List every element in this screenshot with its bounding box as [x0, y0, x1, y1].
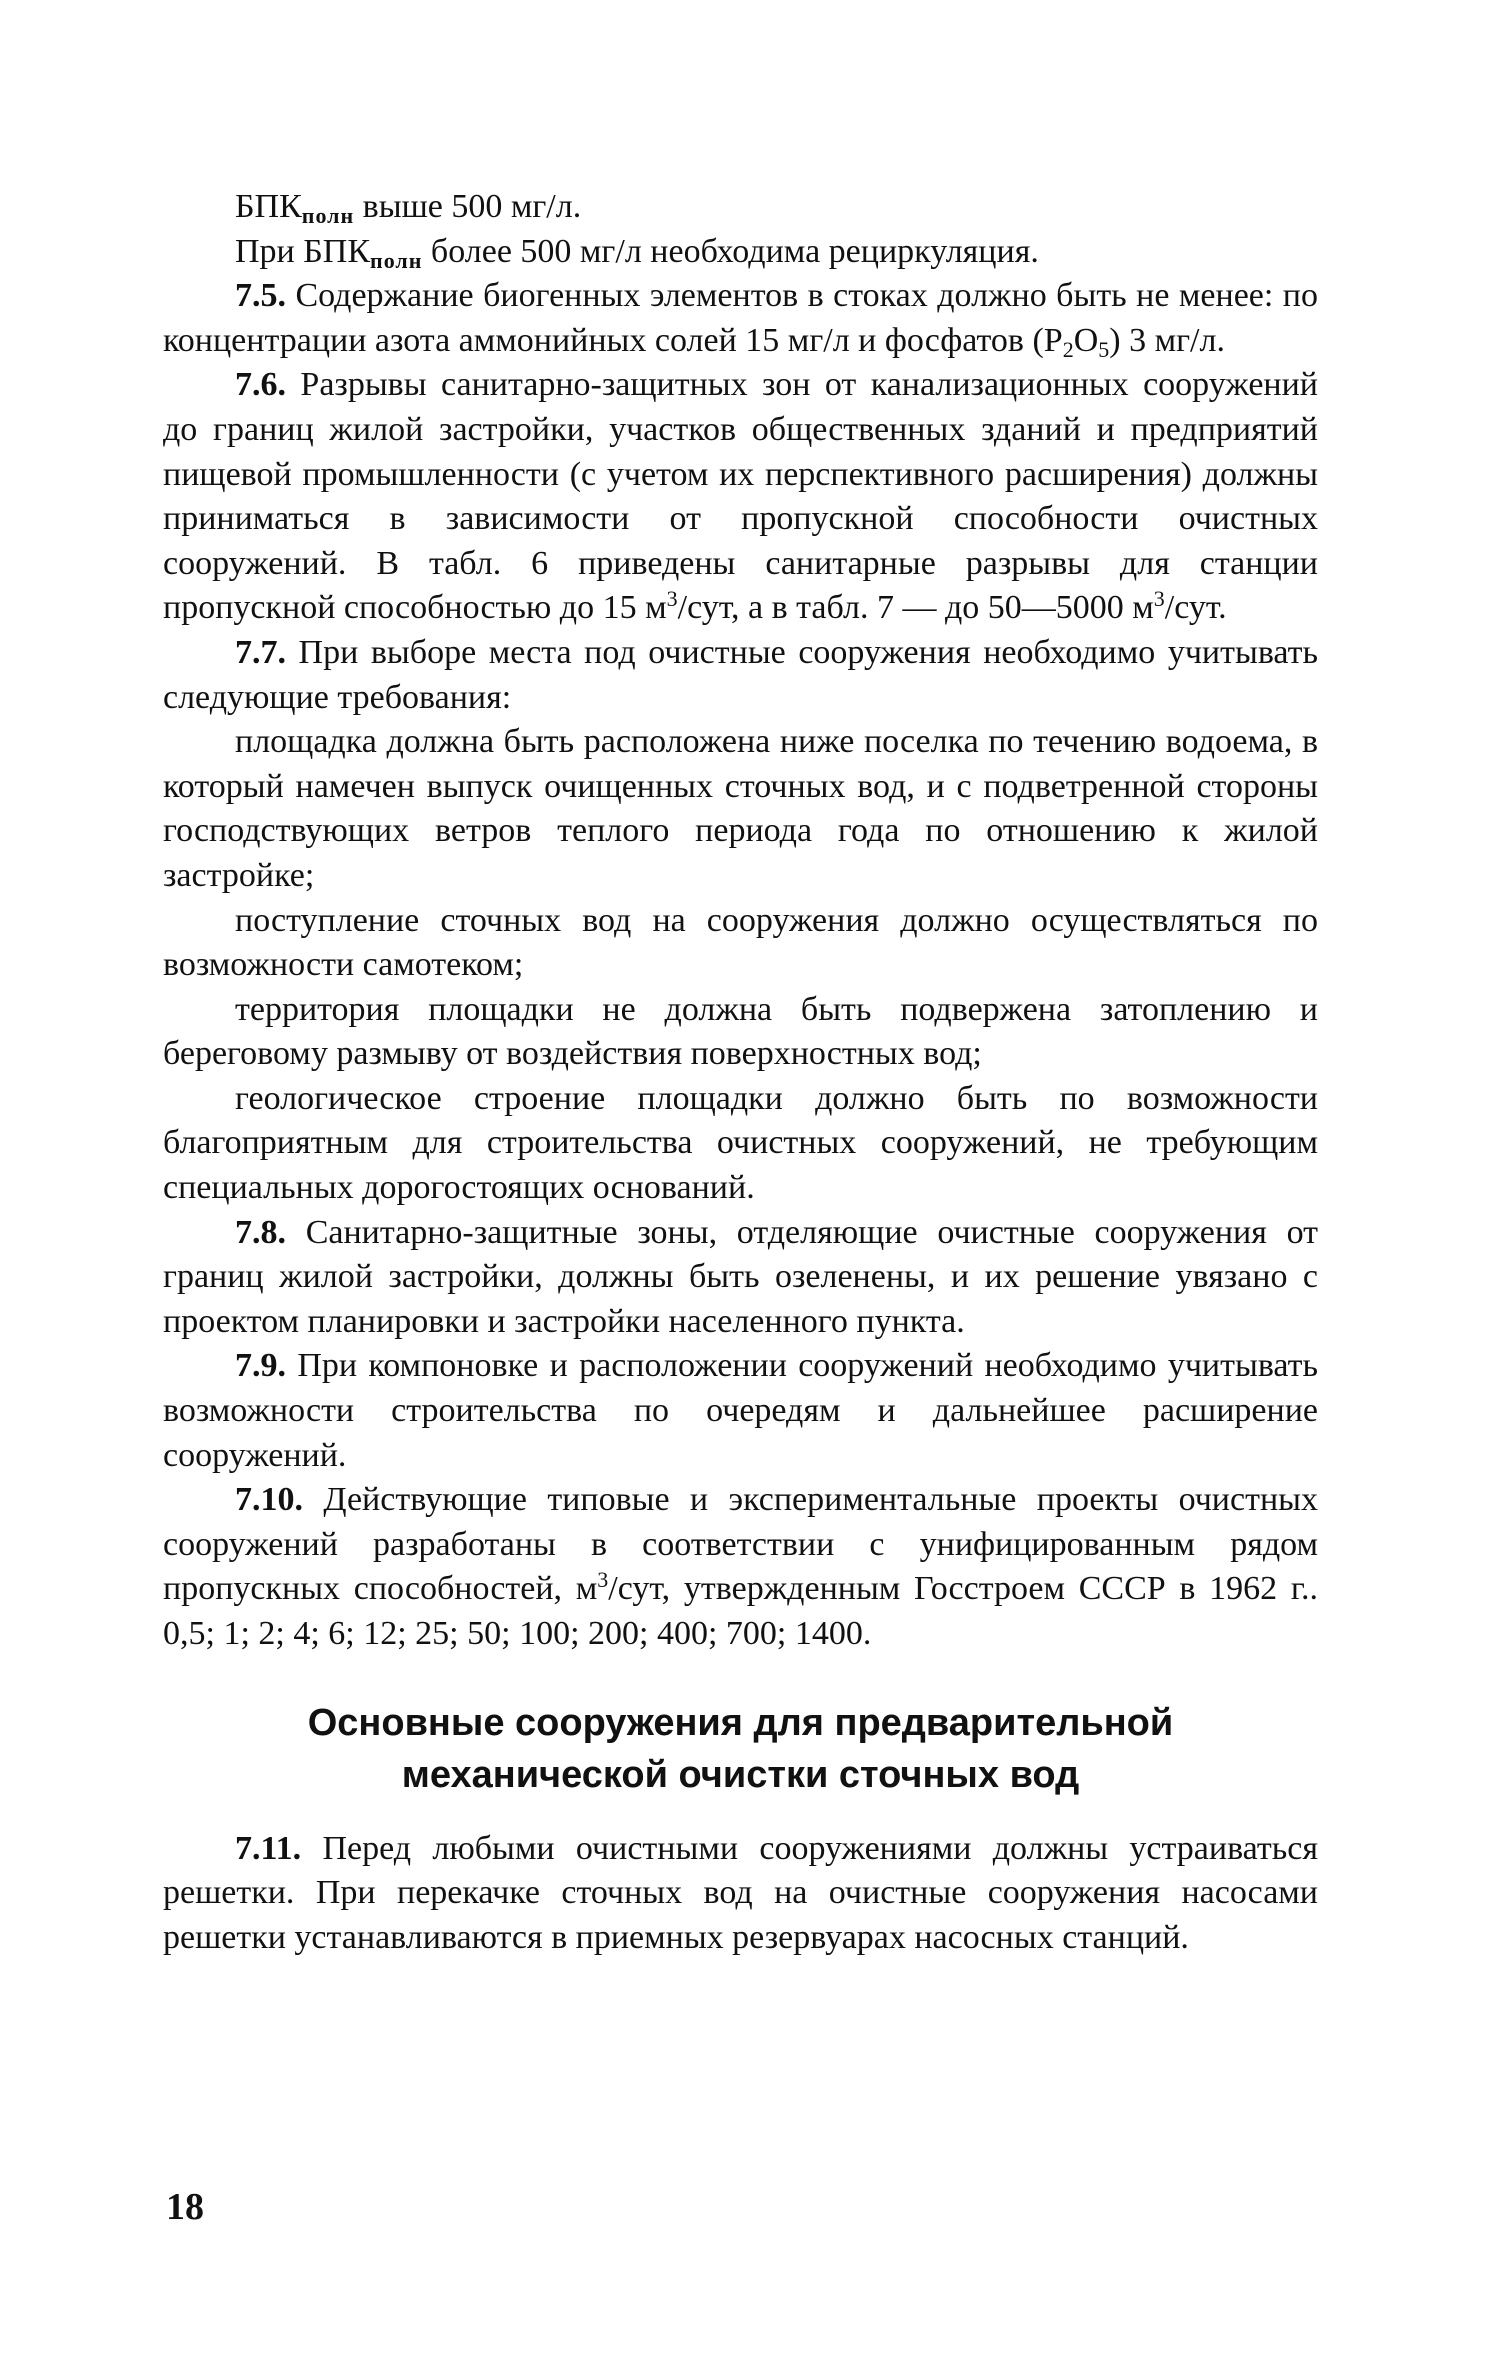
- paragraph-number: 7.7.: [235, 633, 286, 671]
- page-body: [163, 185, 1318, 1960]
- paragraph-text: При компоновке и расположении сооружений необходимо учитывать возможности строительства по очередям и дальнейшее расширение сооружений.: [163, 1347, 1318, 1474]
- paragraph-text: /сут, а в табл. 7 — до 50—5000 м: [677, 589, 1154, 627]
- superscript: 3: [1153, 586, 1165, 612]
- paragraph-number: 7.5.: [235, 277, 286, 315]
- paragraph-7-7: [163, 631, 1318, 720]
- page-number: 18: [166, 2186, 204, 2228]
- bpk-subscript: полн: [301, 203, 355, 228]
- paragraph-7-11: [163, 1827, 1318, 1961]
- intro-line2-text: При БПК: [235, 232, 371, 270]
- paragraph-text: /сут, утвержденным Госстроем СССР в 1962 г.. 0,5; 1; 2; 4; 6; 12; 25; 50; 100; 200; 400; 700; 1400.: [163, 1570, 1318, 1652]
- paragraph-text: Содержание биогенных элементов в стоках должно быть не менее: по концентрации азота аммонийных солей 15 мг/л и фосфатов (P: [163, 277, 1318, 359]
- requirement-item: геологическое строение площадки должно быть по возможности благоприятным для строительства очистных сооружений, не требующим специальных дорогостоящих оснований.: [163, 1079, 1318, 1207]
- intro-line2-rest: более 500 мг/л необходима рециркуляция.: [422, 232, 1039, 270]
- intro-line1-text: БПК: [235, 188, 302, 225]
- paragraph-7-10: [163, 1478, 1318, 1656]
- paragraph-text: /сут.: [1164, 589, 1227, 627]
- subscript: 5: [1098, 336, 1110, 362]
- paragraph-text: O: [1073, 321, 1099, 359]
- section-heading: [163, 1697, 1318, 1801]
- paragraph-text: ) 3 мг/л.: [1109, 321, 1225, 359]
- intro-line1-rest: выше 500 мг/л.: [354, 188, 582, 225]
- paragraph-text: Действующие типовые и экспериментальные проекты очистных сооружений разработаны в соответствии с унифицированным рядом пропускных способностей, м: [163, 1481, 1318, 1608]
- requirement-item: площадка должна быть расположена ниже поселка по течению водоема, в который намечен выпуск очищенных сточных вод, и с подветренной стороны господствующих ветров теплого периода года по отношению к жилой застройке;: [163, 723, 1318, 894]
- paragraph-number: 7.9.: [235, 1347, 286, 1385]
- paragraph-number: 7.10.: [235, 1481, 303, 1519]
- requirement-item: территория площадки не должна быть подвержена затоплению и береговому размыву от воздействия поверхностных вод;: [163, 990, 1318, 1073]
- paragraph-number: 7.11.: [235, 1829, 302, 1867]
- intro-line-2: [163, 230, 1318, 275]
- paragraph-text: Санитарно-защитные зоны, отделяющие очистные сооружения от границ жилой застройки, должны быть озеленены, и их решение увязано с проектом планировки и застройки населенного пункта.: [163, 1213, 1318, 1340]
- paragraph-text: Разрывы санитарно-защитных зон от канализационных сооружений до границ жилой застройки, участков общественных зданий и предприятий пищевой промышленности (с учетом их перспективного расширения) должны приниматься в зависимости от пропускной способности очистных сооружений. В табл. 6 приведены санитарные разрывы для станции пропускной способностью до 15 м: [163, 366, 1318, 627]
- paragraph-number: 7.6.: [235, 366, 286, 404]
- superscript: 3: [597, 1567, 609, 1593]
- bpk-subscript: полн: [370, 247, 423, 273]
- paragraph-7-8: [163, 1211, 1318, 1345]
- paragraph-number: 7.8.: [235, 1213, 286, 1251]
- requirement-item: поступление сточных вод на сооружения должно осуществляться по возможности самотеком;: [163, 901, 1318, 984]
- section-heading-line-1: Основные сооружения для предварительной: [307, 1701, 1174, 1744]
- section-heading-line-2: механической очистки сточных вод: [401, 1753, 1080, 1796]
- subscript: 2: [1062, 336, 1074, 362]
- superscript: 3: [666, 586, 678, 612]
- paragraph-7-6: [163, 363, 1318, 631]
- paragraph-7-5: [163, 274, 1318, 363]
- paragraph-text: Перед любыми очистными сооружениями должны устраиваться решетки. При перекачке сточных вод на очистные сооружения насосами решетки устанавливаются в приемных резервуарах насосных станций.: [163, 1829, 1318, 1956]
- paragraph-text: При выборе места под очистные сооружения необходимо учитывать следующие требования:: [163, 633, 1318, 716]
- paragraph-7-9: [163, 1344, 1318, 1478]
- intro-line-1: [163, 185, 1318, 230]
